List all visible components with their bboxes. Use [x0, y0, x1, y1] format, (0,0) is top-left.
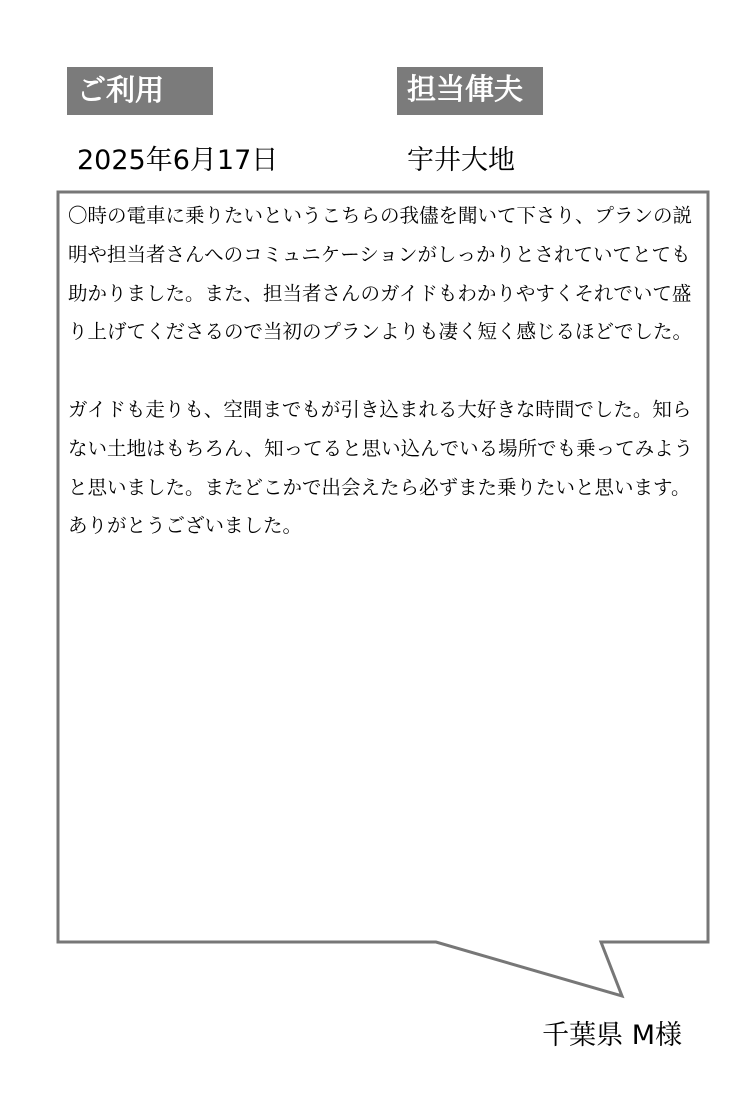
customer-signature: 千葉県 M様 — [542, 1020, 682, 1051]
customer-comment — [68, 197, 698, 546]
comment-paragraph-2: ガイドも走りも、空間までもが引き込まれる大好きな時間でした。知らない土地はもちろん、知ってると思い込んでいる場所でも乗ってみようと思いました。またどこかで出会えたら必ずまた乗りたいと思います。ありがとうございました。 — [68, 397, 694, 538]
usage-date: 2025年6月17日 — [77, 145, 279, 176]
comment-paragraph-1: 〇時の電車に乗りたいというこちらの我儘を聞いて下さり、プランの説明や担当者さんへのコミュニケーションがしっかりとされていてとても助かりました。また、担当者さんのガイドもわかりやすくそれでいて盛り上げてくださるので当初のプランよりも凄く短く感じるほどでした。 — [68, 204, 693, 344]
driver-name: 宇井大地 — [407, 145, 515, 176]
usage-label-text: ご利用 — [77, 73, 165, 107]
driver-label-text: 担当俥夫 — [407, 72, 524, 106]
